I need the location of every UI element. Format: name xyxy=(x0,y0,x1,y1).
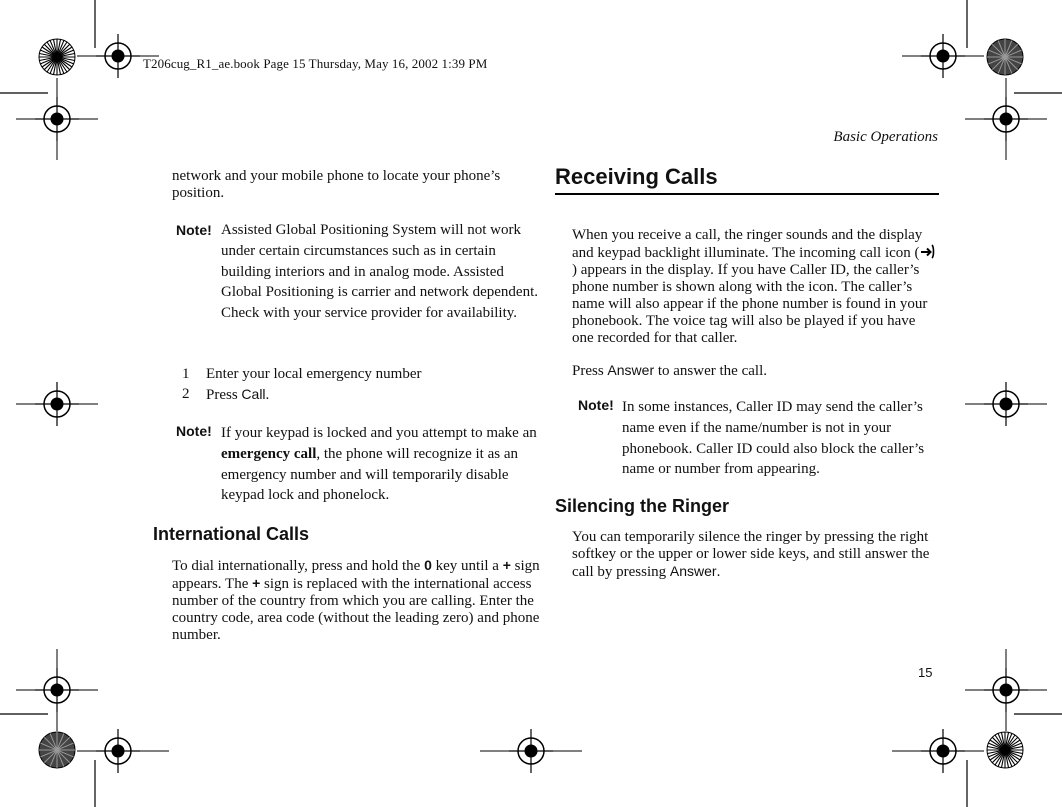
note-text: Assisted Global Positioning System will not work under certain circumstances such as in certain building interiors and in analog mode. Assisted Global Positioning is carrier and network dependent. Check with your service provider for availability. xyxy=(221,222,539,322)
zero-key-label: 0 xyxy=(424,557,432,573)
text-part: ) appears in the display. If you have Caller ID, the caller’s phone number is shown along with the icon. The caller’s name will also appear if the phone number is found in your phonebook. The voice tag will also be played if you have one recorded for that caller. xyxy=(572,262,928,346)
text-part: sign is replaced with the international access number of the country from which you are calling. Enter the country code, area code (without the leading zero) and phone number. xyxy=(172,576,540,643)
note-label: Note! xyxy=(176,423,212,439)
step-number: 1 xyxy=(182,366,190,382)
silencing-ringer-paragraph xyxy=(572,529,940,581)
note-text xyxy=(221,423,539,506)
international-calls-paragraph xyxy=(172,557,540,644)
text-part: To dial internationally, press and hold the xyxy=(172,558,425,574)
slug-line: T206cug_R1_ae.book Page 15 Thursday, May 16, 2002 1:39 PM xyxy=(143,56,488,71)
receiving-calls-heading: Receiving Calls xyxy=(555,164,718,189)
intro-paragraph: network and your mobile phone to locate your phone’s position. xyxy=(172,168,501,201)
text-part: key until a xyxy=(431,558,503,574)
note-text-part: If your keypad is locked and you attempt to make an xyxy=(221,425,537,441)
text-part: . xyxy=(716,564,721,580)
note-text: In some instances, Caller ID may send the caller’s name even if the name/number is not in your phonebook. Caller ID could also block the caller’s name or number from appearing. xyxy=(622,399,925,478)
text-part: sign appears. The xyxy=(172,558,540,592)
answer-instruction xyxy=(572,362,767,380)
plus-sign: + xyxy=(252,575,261,591)
step-number: 2 xyxy=(182,386,190,402)
call-key-label: Call xyxy=(241,386,266,402)
text-part: You can temporarily silence the ringer by pressing the right softkey or the upper or lower side keys, and still answer the call by pressing xyxy=(572,529,930,580)
step-text-prefix: Press xyxy=(206,387,242,403)
step-text xyxy=(206,386,269,404)
text-part: Press xyxy=(572,363,608,379)
text-part: When you receive a call, the ringer sounds and the display and keypad backlight illuminate. The incoming call icon ( xyxy=(572,227,923,261)
text-part: to answer the call. xyxy=(654,363,767,379)
international-calls-heading: International Calls xyxy=(153,524,310,544)
receiving-calls-paragraph xyxy=(572,227,938,347)
answer-key-label: Answer xyxy=(669,563,717,579)
running-header: Basic Operations xyxy=(833,129,938,145)
heading-rule xyxy=(555,193,939,195)
emergency-call-emphasis: emergency call xyxy=(221,445,317,462)
note-label: Note! xyxy=(578,397,614,413)
note-label: Note! xyxy=(176,222,212,238)
step-text: Enter your local emergency number xyxy=(206,366,422,382)
page-number: 15 xyxy=(918,665,933,680)
note-text-part: , the phone will recognize it as an emergency number and will temporarily disable keypad lock and phonelock. xyxy=(221,445,518,504)
incoming-call-icon xyxy=(920,244,935,259)
step-text-suffix: . xyxy=(265,387,270,403)
answer-key-label: Answer xyxy=(607,362,655,378)
plus-sign: + xyxy=(502,557,511,573)
silencing-ringer-heading: Silencing the Ringer xyxy=(555,496,730,516)
